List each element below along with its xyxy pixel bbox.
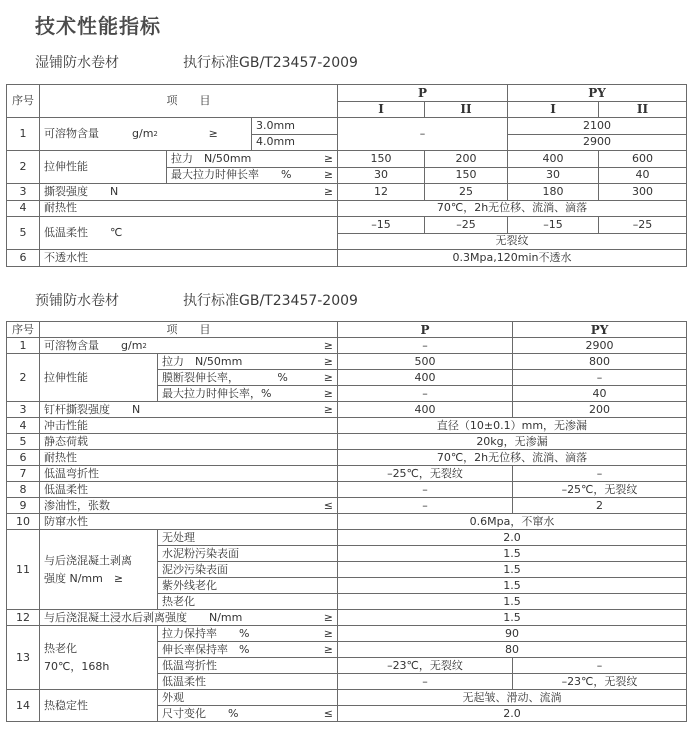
cell-p-ii: –25 — [425, 217, 508, 234]
header-seq: 序号 — [7, 85, 40, 118]
cell-py-ii: 600 — [599, 151, 687, 168]
table-row — [7, 250, 687, 267]
cell-py: 40 — [513, 386, 687, 402]
row-label-text: 钉杆撕裂强度 N — [44, 402, 141, 416]
header-p: P — [338, 85, 508, 102]
cell-value: 1.5 — [338, 546, 687, 562]
row-label-line2: 70℃，168h — [44, 659, 110, 673]
cell-value: 0.6Mpa，不窜水 — [338, 514, 687, 530]
cell-value: 70℃，2h无位移、流淌、滴落 — [338, 450, 687, 466]
row-seq: 14 — [7, 690, 40, 722]
cell-value: 20kg，无渗漏 — [338, 434, 687, 450]
row-label: 不透水性 — [40, 250, 338, 267]
row-sub-label: 紫外线老化 — [158, 578, 338, 594]
cell-py: –23℃，无裂纹 — [513, 674, 687, 690]
cell-value: 无起皱、滑动、流淌 — [338, 690, 687, 706]
row-label-text: 渗油性，张数 — [44, 498, 110, 512]
sub-label-text: 最大拉力时伸长率 % — [171, 168, 292, 182]
cell-p: –25℃，无裂纹 — [338, 466, 513, 482]
table-row — [7, 482, 687, 498]
cell-py: 2100 — [508, 118, 687, 135]
row-seq: 6 — [7, 450, 40, 466]
sub-label-text: 伸长率保持率 % — [162, 642, 250, 656]
row-sub-label: 无处理 — [158, 530, 338, 546]
section1-standard: 执行标准GB/T23457-2009 — [183, 55, 358, 71]
row-label — [40, 498, 338, 514]
table-header-row — [7, 85, 687, 102]
header-p-i: I — [338, 101, 425, 118]
row-sub-label: 低温弯折性 — [158, 658, 338, 674]
row-label: 拉伸性能 — [40, 151, 167, 184]
section2-heading — [35, 290, 358, 310]
header-item: 项 目 — [40, 322, 338, 338]
cell-py-ii: 40 — [599, 167, 687, 184]
row-label-text: 可溶物含量 — [44, 127, 99, 140]
cell-p-ii: 150 — [425, 167, 508, 184]
table-row — [7, 354, 687, 370]
cell-value: 1.5 — [338, 610, 687, 626]
row-seq: 1 — [7, 118, 40, 151]
header-py: PY — [508, 85, 687, 102]
row-unit: g/m — [132, 127, 154, 140]
label-text: 可溶物含量 g/m — [44, 338, 143, 352]
row-seq: 3 — [7, 184, 40, 201]
row-label — [40, 530, 158, 610]
cell-py-i: 180 — [508, 184, 599, 201]
table-row — [7, 184, 687, 201]
row-label — [40, 626, 158, 690]
row-label-line2: 强度 N/mm ≥ — [44, 571, 124, 585]
cell-p-i: 30 — [338, 167, 425, 184]
page-title: 技术性能指标 — [35, 14, 161, 38]
table-row — [7, 402, 687, 418]
header-p: P — [338, 322, 513, 338]
header-seq: 序号 — [7, 322, 40, 338]
row-operator: ≥ — [208, 127, 218, 140]
row-sub-label: 外观 — [158, 690, 338, 706]
cell-value: 2.0 — [338, 706, 687, 722]
row-operator: ≤ — [323, 498, 333, 512]
row-seq: 6 — [7, 250, 40, 267]
cell-value: 70℃，2h无位移、流淌、滴落 — [338, 200, 687, 217]
sub-label-text: 膜断裂伸长率， — [162, 370, 239, 384]
row-sub-label: 水泥粉污染表面 — [158, 546, 338, 562]
table-row — [7, 118, 687, 135]
table-row — [7, 530, 687, 546]
row-operator: ≥ — [323, 354, 333, 368]
row-unit-sup: 2 — [153, 130, 158, 138]
sub-label-text: 尺寸变化 % — [162, 706, 239, 720]
table-row — [7, 151, 687, 168]
row-sub-label — [158, 706, 338, 722]
table-row — [7, 514, 687, 530]
cell-p: 400 — [338, 370, 513, 386]
header-py-ii: II — [599, 101, 687, 118]
cell-value: 1.5 — [338, 578, 687, 594]
table-header-row — [7, 322, 687, 338]
sub-label-text: 拉力 N/50mm — [171, 151, 252, 165]
cell-p: – — [338, 674, 513, 690]
row-seq: 3 — [7, 402, 40, 418]
cell-p: – — [338, 118, 508, 151]
row-label: 冲击性能 — [40, 418, 338, 434]
row-seq: 10 — [7, 514, 40, 530]
row-label-text: 撕裂强度 N — [44, 184, 119, 198]
row-sub-label — [158, 642, 338, 658]
row-seq: 5 — [7, 217, 40, 250]
wet-laid-spec-table — [6, 84, 687, 267]
row-seq: 4 — [7, 200, 40, 217]
row-label: 静态荷载 — [40, 434, 338, 450]
table-row — [7, 418, 687, 434]
header-item: 项 目 — [40, 85, 338, 118]
sub-label-text: 拉力 N/50mm — [162, 354, 243, 368]
row-label — [40, 338, 338, 354]
row-label-line1: 热老化 — [44, 641, 77, 655]
row-label: 防窜水性 — [40, 514, 338, 530]
table-row — [7, 338, 687, 354]
cell-p-ii: 25 — [425, 184, 508, 201]
row-operator: ≥ — [323, 642, 333, 656]
row-label — [40, 118, 252, 151]
cell-py: – — [513, 658, 687, 674]
sub-label-text: 最大拉力时伸长率，% — [162, 386, 272, 400]
cell-py-i: 400 — [508, 151, 599, 168]
cell-py-i: 30 — [508, 167, 599, 184]
cell-value: 2.0 — [338, 530, 687, 546]
row-seq: 11 — [7, 530, 40, 610]
cell-p: – — [338, 482, 513, 498]
cell-py: 2 — [513, 498, 687, 514]
cell-p-i: 12 — [338, 184, 425, 201]
cell-p: – — [338, 498, 513, 514]
cell-py-ii: 300 — [599, 184, 687, 201]
unit-sup: 2 — [142, 341, 147, 350]
row-sub-label — [167, 167, 338, 184]
table-row — [7, 498, 687, 514]
row-operator: ≥ — [323, 184, 334, 198]
row-label — [40, 184, 338, 201]
pre-laid-spec-table — [6, 321, 687, 722]
sub-label-text: 拉力保持率 % — [162, 626, 250, 640]
row-label: 低温柔性 — [40, 482, 338, 498]
row-operator: ≥ — [323, 610, 333, 624]
row-sub-label: 低温柔性 — [158, 674, 338, 690]
cell-value: 1.5 — [338, 562, 687, 578]
cell-value: 0.3Mpa,120min不透水 — [338, 250, 687, 267]
row-seq: 12 — [7, 610, 40, 626]
row-seq: 7 — [7, 466, 40, 482]
section1-name: 湿铺防水卷材 — [35, 55, 119, 71]
row-label: 低温弯折性 — [40, 466, 338, 482]
row-operator: ≥ — [323, 338, 333, 352]
cell-p-ii: 200 — [425, 151, 508, 168]
row-seq: 5 — [7, 434, 40, 450]
row-operator: ≥ — [323, 168, 334, 182]
table-row — [7, 450, 687, 466]
cell-p-i: 150 — [338, 151, 425, 168]
cell-py: 800 — [513, 354, 687, 370]
header-py: PY — [513, 322, 687, 338]
row-seq: 2 — [7, 354, 40, 402]
cell-p: – — [338, 338, 513, 354]
row-sub-label — [158, 626, 338, 642]
section2-standard: 执行标准GB/T23457-2009 — [183, 293, 358, 309]
row-seq: 9 — [7, 498, 40, 514]
table-row — [7, 217, 687, 234]
table-row — [7, 466, 687, 482]
cell-py-ii: –25 — [599, 217, 687, 234]
row-unit: % — [277, 370, 288, 384]
cell-py-i: –15 — [508, 217, 599, 234]
cell-p: – — [338, 386, 513, 402]
cell-p: 500 — [338, 354, 513, 370]
row-label — [40, 610, 338, 626]
row-operator: ≥ — [323, 402, 333, 416]
row-label-text — [44, 339, 147, 353]
cell-value: 80 — [338, 642, 687, 658]
row-sub-label: 3.0mm — [252, 118, 338, 135]
cell-py: –25℃，无裂纹 — [513, 482, 687, 498]
row-label: 耐热性 — [40, 200, 338, 217]
row-seq: 2 — [7, 151, 40, 184]
row-sub-label — [158, 370, 338, 386]
row-operator: ≤ — [323, 706, 333, 720]
row-seq: 1 — [7, 338, 40, 354]
cell-p: –23℃，无裂纹 — [338, 658, 513, 674]
row-sub-label: 泥沙污染表面 — [158, 562, 338, 578]
row-label: 低温柔性 ℃ — [40, 217, 338, 250]
cell-py: 2900 — [508, 134, 687, 151]
cell-value: 1.5 — [338, 594, 687, 610]
table-row — [7, 626, 687, 642]
row-seq: 4 — [7, 418, 40, 434]
cell-py: 200 — [513, 402, 687, 418]
cell-py: – — [513, 466, 687, 482]
cell-value: 无裂纹 — [338, 233, 687, 250]
row-seq: 13 — [7, 626, 40, 690]
table-row — [7, 434, 687, 450]
row-label: 热稳定性 — [40, 690, 158, 722]
row-sub-label: 4.0mm — [252, 134, 338, 151]
row-label: 拉伸性能 — [40, 354, 158, 402]
row-label — [40, 402, 338, 418]
row-operator: ≥ — [323, 386, 333, 400]
row-sub-label: 热老化 — [158, 594, 338, 610]
table-row — [7, 610, 687, 626]
cell-p: 400 — [338, 402, 513, 418]
row-sub-label — [158, 386, 338, 402]
row-label-text: 与后浇混凝土浸水后剥离强度 N/mm — [44, 610, 243, 624]
cell-value: 90 — [338, 626, 687, 642]
table-row — [7, 690, 687, 706]
row-label-line1: 与后浇混凝土剥离 — [44, 553, 132, 567]
section1-heading — [35, 52, 358, 72]
row-operator: ≥ — [323, 151, 334, 165]
table-row — [7, 200, 687, 217]
section2-name: 预铺防水卷材 — [35, 293, 119, 309]
row-seq: 8 — [7, 482, 40, 498]
row-label: 耐热性 — [40, 450, 338, 466]
cell-py: – — [513, 370, 687, 386]
row-operator: ≥ — [323, 626, 333, 640]
header-p-ii: II — [425, 101, 508, 118]
cell-py: 2900 — [513, 338, 687, 354]
header-py-i: I — [508, 101, 599, 118]
cell-p-i: –15 — [338, 217, 425, 234]
row-operator: ≥ — [323, 370, 333, 384]
row-sub-label — [167, 151, 338, 168]
cell-value: 直径（10±0.1）mm，无渗漏 — [338, 418, 687, 434]
row-sub-label — [158, 354, 338, 370]
